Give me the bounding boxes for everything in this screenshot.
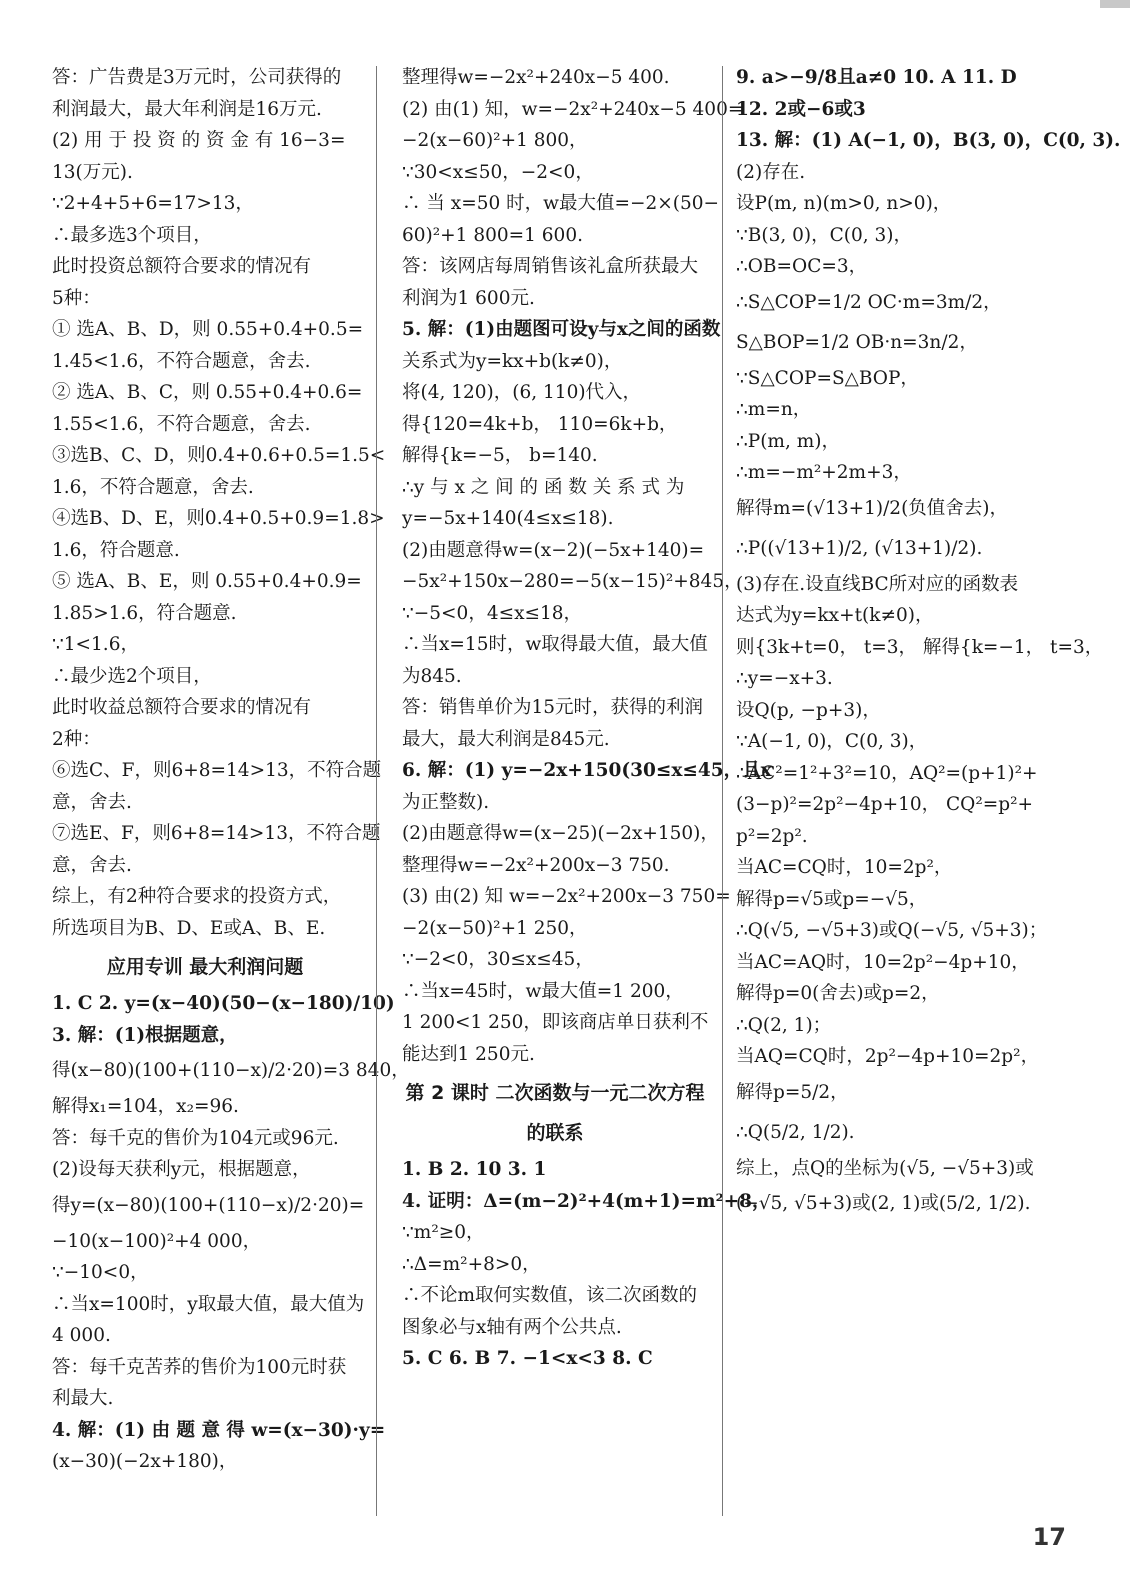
answer-line: ② 选A、B、C，则 0.55+0.4+0.6=	[52, 382, 363, 403]
answer-line: 此时投资总额符合要求的情况有	[52, 256, 312, 277]
answer-line: ∴Q(5/2, 1/2).	[736, 1121, 855, 1143]
answer-line: 解得x₁=104，x₂=96.	[52, 1096, 239, 1117]
answer-line: 综上，点Q的坐标为(√5, −√5+3)或	[736, 1157, 1034, 1179]
answer-line: ∴P((√13+1)/2, (√13+1)/2).	[736, 537, 983, 559]
question-answer-line: 5. C 6. B 7. −1<x<3 8. C	[402, 1348, 653, 1369]
answer-line: ∵1<1.6，	[52, 634, 139, 655]
column-divider	[722, 66, 723, 1516]
answer-line: 5种：	[52, 287, 101, 309]
answer-line: ∴m=n，	[736, 399, 812, 420]
answer-line: 设Q(p, −p+3)，	[736, 699, 881, 721]
answer-line: 当AC=AQ时，10=2p²−4p+10，	[736, 951, 1030, 973]
answer-line: ∴y 与 x 之 间 的 函 数 关 系 式 为	[402, 476, 685, 498]
answer-line: ∴OB=OC=3，	[736, 256, 868, 277]
answer-line: ∴当x=45时，w最大值=1 200，	[402, 980, 684, 1002]
answer-line: ∴不论m取何实数值，该二次函数的	[402, 1285, 698, 1306]
answer-line: y=−5x+140(4≤x≤18).	[402, 508, 614, 529]
question-answer-line: 3. 解：(1)根据题意，	[52, 1024, 238, 1046]
question-answer-line: 4. 解：(1) 由 题 意 得 w=(x−30)·y=	[52, 1419, 386, 1441]
answer-line: 最大，最大利润是845元.	[402, 728, 610, 750]
answer-line: (2)存在.	[736, 161, 806, 183]
answer-line: (−√5, √5+3)或(2, 1)或(5/2, 1/2).	[736, 1193, 1031, 1214]
answer-line: 解得{k=−5， b=140.	[402, 445, 598, 466]
answer-line: 当AQ=CQ时，2p²−4p+10=2p²，	[736, 1046, 1040, 1067]
answer-line: 1.85>1.6，符合题意.	[52, 602, 237, 624]
answer-line: 答：该网店每周销售该礼盒所获最大	[402, 256, 699, 277]
question-answer-line: 5. 解：(1)由题图可设y与x之间的函数	[402, 319, 721, 340]
section-title: 应用专训 最大利润问题	[106, 956, 304, 978]
question-answer-line: 1. C 2. y=(x−40)(50−(x−180)/10)	[52, 993, 395, 1014]
answer-line: 此时收益总额符合要求的情况有	[52, 697, 312, 718]
answer-line: ∴y=−x+3.	[736, 668, 833, 689]
answer-line: 1.6，不符合题意，舍去.	[52, 476, 254, 498]
question-answer-line: 12. 2或−6或3	[736, 98, 866, 120]
answer-line: (2)由题意得w=(x−25)(−2x+150)，	[402, 823, 719, 844]
answer-line: ③选B、C、D，则0.4+0.6+0.5=1.5<	[52, 445, 386, 466]
answer-line: ∵−10<0，	[52, 1262, 149, 1283]
answer-line: 4 000.	[52, 1325, 111, 1346]
page-number: 17	[1032, 1523, 1066, 1551]
answer-line: ∵B(3, 0)，C(0, 3)，	[736, 224, 912, 246]
answer-line: 得y=(x−80)(100+(110−x)/2·20)=	[52, 1194, 365, 1216]
answer-line: 1.45<1.6，不符合题意，舍去.	[52, 350, 311, 372]
answer-line: 1.55<1.6，不符合题意，舍去.	[52, 413, 311, 435]
answer-line: ∵2+4+5+6=17>13，	[52, 193, 254, 214]
answer-line: (2) 用 于 投 资 的 资 金 有 16−3=	[52, 130, 346, 151]
answer-line: ∴Q(2, 1)；	[736, 1014, 832, 1036]
answer-line: 利润最大，最大年利润是16万元.	[52, 98, 322, 120]
question-answer-line: 1. B 2. 10 3. 1	[402, 1159, 547, 1180]
answer-line: 意，舍去.	[52, 854, 132, 876]
answer-line: 1 200<1 250，即该商店单日获利不	[402, 1012, 709, 1033]
answer-line: 13(万元).	[52, 161, 133, 183]
answer-line: 为正整数).	[402, 791, 490, 813]
answer-line: 关系式为y=kx+b(k≠0)，	[402, 350, 623, 372]
answer-line: 1.6，符合题意.	[52, 539, 180, 561]
answer-line: ∴Δ=m²+8>0，	[402, 1253, 541, 1275]
answer-line: 答：每千克的售价为104元或96元.	[52, 1127, 339, 1149]
answer-line: 解得p=0(舍去)或p=2，	[736, 983, 940, 1004]
answer-line: −2(x−50)²+1 250，	[402, 917, 588, 939]
answer-column-3	[736, 62, 1121, 1522]
answer-line: 所选项目为B、D、E或A、B、E.	[52, 917, 326, 939]
answer-line: (x−30)(−2x+180)，	[52, 1451, 238, 1472]
answer-line: (2)由题意得w=(x−2)(−5x+140)=	[402, 539, 705, 561]
answer-line: ∴最多选3个项目，	[52, 224, 212, 246]
answer-line: S△BOP=1/2 OB·n=3n/2，	[736, 331, 978, 353]
answer-line: ∵−2<0，30≤x≤45，	[402, 949, 594, 970]
answer-line: (3)存在.设直线BC所对应的函数表	[736, 573, 1019, 595]
answer-line: −2(x−60)²+1 800，	[402, 130, 588, 151]
answer-line: −5x²+150x−280=−5(x−15)²+845，	[402, 571, 743, 592]
answer-line: 意，舍去.	[52, 791, 132, 813]
corner-mark	[1100, 0, 1130, 8]
answer-line: ∴ 当 x=50 时，w最大值=−2×(50−	[402, 193, 719, 214]
answer-line: ∴当x=15时，w取得最大值，最大值	[402, 634, 708, 655]
answer-line: (3) 由(2) 知 w=−2x²+200x−3 750=	[402, 886, 731, 907]
answer-line: 将(4, 120)，(6, 110)代入，	[402, 382, 642, 403]
answer-line: 整理得w=−2x²+200x−3 750.	[402, 854, 670, 876]
answer-line: 能达到1 250元.	[402, 1043, 535, 1065]
question-answer-line: 4. 证明：Δ=(m−2)²+4(m+1)=m²+8，	[402, 1190, 771, 1212]
answer-line: 综上，有2种符合要求的投资方式，	[52, 886, 342, 907]
answer-line: 整理得w=−2x²+240x−5 400.	[402, 67, 670, 88]
section-title: 的联系	[526, 1122, 584, 1144]
answer-line: ∵−5<0，4≤x≤18，	[402, 602, 583, 624]
answer-line: 答：每千克苦荞的售价为100元时获	[52, 1356, 347, 1378]
answer-line: −10(x−100)²+4 000，	[52, 1230, 262, 1252]
answer-line: 得(x−80)(100+(110−x)/2·20)=3 840，	[52, 1060, 410, 1081]
answer-line: 得{120=4k+b， 110=6k+b，	[402, 413, 678, 435]
answer-line: ∴当x=100时，y取最大值，最大值为	[52, 1293, 365, 1315]
answer-line: ① 选A、B、D，则 0.55+0.4+0.5=	[52, 319, 364, 340]
answer-line: 则{3k+t=0， t=3， 解得{k=−1， t=3，	[736, 636, 1104, 658]
answer-line: p²=2p².	[736, 825, 808, 847]
question-answer-line: 6. 解：(1) y=−2x+150(30≤x≤45，且x	[402, 760, 772, 781]
answer-line: 解得p=5/2，	[736, 1081, 849, 1103]
answer-line: (3−p)²=2p²−4p+10， CQ²=p²+	[736, 794, 1034, 815]
answer-line: ∴AC²=1²+3²=10，AQ²=(p+1)²+	[736, 762, 1038, 784]
answer-line: ∴S△COP=1/2 OC·m=3m/2，	[736, 291, 1002, 313]
answer-line: 图象必与x轴有两个公共点.	[402, 1316, 622, 1338]
answer-line: ∵30<x≤50，−2<0，	[402, 161, 594, 183]
answer-line: ∴m=−m²+2m+3，	[736, 462, 912, 483]
answer-line: 设P(m, n)(m>0, n>0)，	[736, 193, 952, 214]
answer-line: (2)设每天获利y元，根据题意，	[52, 1159, 311, 1180]
answer-line: ∴P(m, m)，	[736, 430, 840, 452]
answer-line: (2) 由(1) 知，w=−2x²+240x−5 400=	[402, 98, 744, 120]
answer-line: ④选B、D、E，则0.4+0.5+0.9=1.8>	[52, 508, 385, 529]
answer-line: ⑦选E、F，则6+8=14>13，不符合题	[52, 823, 381, 844]
answer-line: ∴最少选2个项目，	[52, 665, 212, 687]
question-answer-line: 13. 解：(1) A(−1, 0)，B(3, 0)，C(0, 3).	[736, 130, 1121, 151]
answer-line: ∵m²≥0，	[402, 1222, 485, 1243]
answer-line: 60)²+1 800=1 600.	[402, 224, 583, 246]
answer-line: 答：广告费是3万元时，公司获得的	[52, 67, 342, 88]
question-answer-line: 9. a>−9/8且a≠0 10. A 11. D	[736, 67, 1017, 88]
answer-line: 利最大.	[52, 1388, 114, 1409]
answer-line: ∵A(−1, 0)，C(0, 3)，	[736, 731, 928, 752]
answer-line: ⑥选C、F，则6+8=14>13，不符合题	[52, 760, 382, 781]
answer-line: 达式为y=kx+t(k≠0)，	[736, 605, 934, 626]
answer-line: 利润为1 600元.	[402, 287, 535, 309]
answer-line: ∴Q(√5, −√5+3)或Q(−√5, √5+3)；	[736, 920, 1048, 941]
answer-line: 当AC=CQ时，10=2p²，	[736, 857, 953, 878]
answer-line: 2种：	[52, 728, 101, 750]
answer-line: ∵S△COP=S△BOP，	[736, 367, 919, 389]
answer-column-1	[52, 62, 410, 1522]
section-title: 第 2 课时 二次函数与一元二次方程	[405, 1082, 705, 1104]
answer-line: 解得p=√5或p=−√5，	[736, 888, 928, 910]
answer-line: ⑤ 选A、B、E，则 0.55+0.4+0.9=	[52, 571, 362, 592]
answer-line: 为845.	[402, 665, 462, 687]
answer-line: 解得m=(√13+1)/2(负值舍去)，	[736, 497, 1009, 519]
answer-line: 答：销售单价为15元时，获得的利润	[402, 697, 704, 718]
column-divider	[376, 66, 377, 1516]
